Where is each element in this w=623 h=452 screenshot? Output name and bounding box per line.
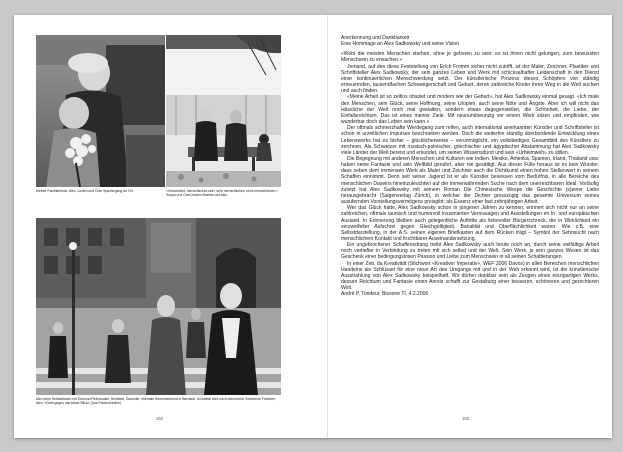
photo-street-scene	[36, 218, 281, 395]
paragraph: Der oftmals schmerzhafte Werdegang zum reifen, auch international anerkannten Künstler und Schriftsteller ist schon in urzeitlichen Impulsen beschrieben worden. Doch die weiterhin ständig überbordende Entwicklung eines Lebenswerks hat es bisher – glücklicherweise – verunmöglicht, ein vollständiges Gesamtbild des Künstlers zu zeichnen. Als Schweizer mit russisch-polnischer, griechischer und ägyptischer Abstammung hat Alex Sadkowsky viele Länder der Welt bereist und erkundet, um seinen Wissensdurst und sein «Urheimweh» zu stillen.	[341, 125, 599, 156]
caption-top-right: «Verschüttet, menschliches sein, sehr menschliches, nicht menschliches.» Sonya und Ona Umarm Blumen auf Alec.	[166, 189, 278, 198]
signature: André P. Tondeur, Bissone TI, 4.2.2006	[341, 291, 429, 298]
paragraph: Jemand, auf den diese Feststellung von Erich Fromm sicher nicht zutrifft, ist der Maler, Zeichner, Plastiker und Schriftsteller Alex Sadkowsky, der sein ganzes Leben und Werk mit schicksalhafter Leidenschaft in den Dienst einer kontinuierlichen Menschwerdung setzt. Der künstlerische Prozess dieses Schöpfers von ständig erneuernden, tausendfachen Schwangerschaft und Geburt, deren zahlreiche Kinder ihren Weg in die Welt suchen und auch finden.	[341, 63, 599, 95]
book-spread	[14, 15, 612, 438]
essay-subheading: Eine Hommage an Alex Sadkowsky und seine Vision	[341, 41, 460, 48]
paragraph: «Meine Arbeit ist so zeitlos obsolet und modern wie der Geburt», hat Alex Sadkowsky einmal gesagt. «Ich male den Menschen, sein Glück, seine Hoffnung, seine Utopien, auch seine Nöte und Ängste. Aber ich will nicht das Hässliche der Welt noch mal gestalten, sondern etwas dagegenstellen, die Schönheit, die Liebe, der Einfallsreichtum. Das ist eines meiner Ziele. Mit neunundneunzig vor einem Werk sitzen und empfinden, wie wunderbar doch das Leben sein kann.»	[341, 94, 599, 126]
essay-heading: Anerkennung und Dankbarkeit	[341, 35, 410, 41]
caption-top-left: Kleiner Familientisch: Alec, Lucien und Ona: Spaziergang an Ort.	[36, 189, 134, 193]
page-number-right: 163	[462, 416, 469, 421]
gutter	[327, 15, 328, 438]
paragraph: Ein ungebrochener Schaffensdrang treibt Alex Sadkowsky auch heute noch an, durch seine vielfältige Arbeit noch vertiefter in Verbindung zu treten mit sich selbst und der Welt. Sein Werk, ja sein ganzes Wesen ist das Geschenk einer bedingungslosen Passion und Liebe zum Menschsein in all seinen Schattierungen.	[341, 242, 599, 261]
photo-men-on-bench	[166, 35, 281, 187]
paragraph: «Wohl die meisten Menschen sterben, ohne je geboren zu sein: es ist ihnen nicht gelungen, zum bewussten Menschsein zu erwachen.»	[341, 51, 599, 64]
caption-bottom: Alec beim Selbstritasen mit Edmond Reinvoulain, Architekt, Sammler, ehemals Hemmheimmal in Bernardi. Schubbel Alex noch befreuliche Schwenze Früchten, Alec: «Geld gegen das blaue Blick» (Aus Fotobuchreihe)	[36, 397, 277, 406]
paragraph: Die Begegnung mit anderen Menschen und Kulturen wie Indien, Mexiko, Amerika, Spanien, Irland, Thailand usw. haben seine Fantasie und sein Weltbild genährt, aber nie gesättigt. Aus dieser Fülle heraus ist es kein Wunder, dass neben dem immensen Werk als Maler und Zeichner auch die Dichtkunst einen hohen Stellenwert in seinem Schaffen einnimmt. Denn seit seiner Jugend ist er als Künstler besessen vom Bedürfnis, in alle Bereiche des menschlichen Daseins hineinzuleuchten auf der immerwährenden Suche nach dem unerreichbaren Ideal. Vorläufig zuletzt hat Alex Sadkowsky mit seinem Roman Die Chinesische Wespe die Geschichte (s)einer Liebe herausgebracht (Salgenverlag Zürich), in welcher der Dichter grosszügig das gesamte Universum seines ausufernden Vorstellungsvermögens preisgibt; als Essenz einer fast zehnjährigen Arbeit.	[341, 155, 599, 206]
photo-women-with-flowers	[36, 35, 165, 187]
paragraph: Wer das Glück hatte, Alex Sadkowsky schon in jüngeren Jahren zu kennen, erinnert sich nicht nur an seine zahlreichen, oftmals launisch und humorvoll inszenierten Vernissagen und Ausstellungen im In- und europäischen Ausland. In Erinnerung bleiben auch gelegentliche Auftritte als liebevoller Bürgerschreck, die in Wirklichkeit ein verzweifelter Aufschrei gegen Gleichgültigkeit, Banalität und Oberflächlichkeit waren: Wie z.B. eine Selbstdarstellung, in der A.S. seinen eigenen Briefkasten auf dem Rücken trägt – Symbol der Sehnsucht nach menschlichem Kontakt und fruchtbarer Auseinandersetzung.	[341, 205, 599, 242]
page-number-left: 162	[156, 416, 163, 421]
paragraph: In einer Zeit, da Kreativität (Stichwort «Kreativer Imperativ», WEF 2006 Davos) in allen Bereichen menschlichen Handelns als Schlüssel für eine neue Art des Umgangs mit und in der Welt erkannt wird, ist die künstlerische Ausstrahlung von Alex Sadkowsky beispielhaft. Wir dürfen dankbar sein als Zeugen eines einzigartigen Werks, dessen Reichtum und Fantasie einen Anreiz schafft zur Gestaltung einer besseren, schöneren und gerechteren Welt.	[341, 260, 599, 292]
essay-text	[341, 35, 599, 298]
